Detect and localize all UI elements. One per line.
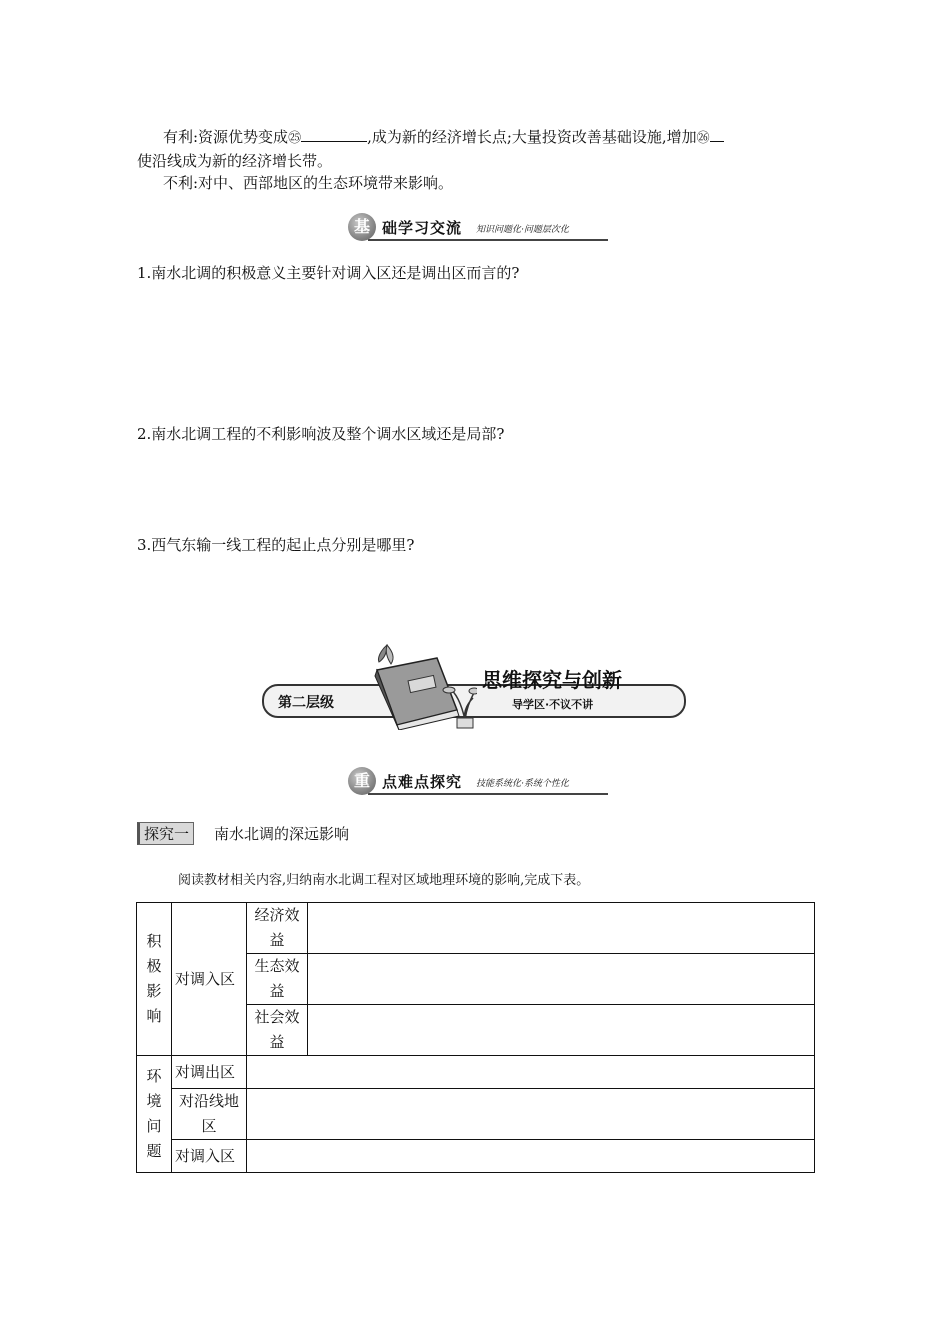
inflow-area-label-2: 对调入区 [172, 1140, 247, 1173]
intro-line-1-middle: ,成为新的经济增长点;大量投资改善基础设施,增加 [367, 128, 697, 146]
banner-subtitle: 导学区·不议不讲 [512, 698, 594, 711]
intro-line-1 [137, 126, 817, 150]
inflow-area-cell: 对调入区 [172, 903, 247, 1056]
table-row [137, 1056, 815, 1089]
table-row [137, 903, 815, 954]
impact-table [136, 902, 815, 1173]
inflow-area-answer-2[interactable] [247, 1140, 815, 1173]
table-row [137, 1089, 815, 1140]
env-problem-cell: 环境问题 [137, 1056, 172, 1173]
fill-blank-25[interactable] [301, 126, 367, 142]
section-header-basic [348, 213, 608, 243]
along-line-answer[interactable] [247, 1089, 815, 1140]
intro-paragraph [137, 126, 817, 194]
intro-line-1-prefix: 有利:资源优势变成 [163, 128, 289, 146]
banner-title: 思维探究与创新 [482, 668, 622, 692]
explore-title: 南水北调的深远影响 [214, 825, 350, 843]
positive-impact-cell: 积极影响 [137, 903, 172, 1056]
intro-line-3: 不利:对中、西部地区的生态环境带来影响。 [163, 174, 454, 192]
section-title: 点难点探究 [382, 773, 463, 791]
outflow-area-label: 对调出区 [172, 1056, 247, 1089]
fill-blank-26[interactable] [710, 126, 724, 142]
instruction-text: 阅读教材相关内容,归纳南水北调工程对区域地理环境的影响,完成下表。 [178, 873, 590, 888]
social-benefit-answer[interactable] [308, 1005, 815, 1056]
section-header-key [348, 767, 608, 797]
blank-marker-26: ㉖ [696, 131, 710, 146]
question-2: 2.南水北调工程的不利影响波及整个调水区域还是局部? [137, 425, 505, 443]
section-badge: 基 [348, 213, 376, 241]
outflow-area-answer[interactable] [247, 1056, 815, 1089]
econ-benefit-answer[interactable] [308, 903, 815, 954]
econ-benefit-label: 经济效益 [247, 903, 308, 954]
question-1: 1.南水北调的积极意义主要针对调入区还是调出区而言的? [137, 264, 520, 282]
section-subtitle: 技能系统化·系统个性化 [476, 779, 569, 789]
section-badge: 重 [348, 767, 376, 795]
question-3: 3.西气东输一线工程的起止点分别是哪里? [137, 536, 415, 554]
social-benefit-label: 社会效益 [247, 1005, 308, 1056]
eco-benefit-label: 生态效益 [247, 954, 308, 1005]
book-plant-icon [357, 640, 477, 730]
section-subtitle: 知识问题化·问题层次化 [476, 225, 569, 235]
blank-marker-25: ㉕ [288, 131, 302, 146]
section-underline [368, 793, 608, 795]
along-line-label: 对沿线地区 [172, 1089, 247, 1140]
explore-tag: 探究一 [137, 822, 194, 845]
banner-level-label: 第二层级 [278, 695, 334, 711]
level-banner [262, 640, 686, 735]
eco-benefit-answer[interactable] [308, 954, 815, 1005]
table-row [137, 1140, 815, 1173]
intro-line-2: 使沿线成为新的经济增长带。 [137, 152, 333, 170]
section-underline [368, 239, 608, 241]
section-title: 础学习交流 [382, 219, 463, 237]
explore-heading [137, 822, 349, 845]
